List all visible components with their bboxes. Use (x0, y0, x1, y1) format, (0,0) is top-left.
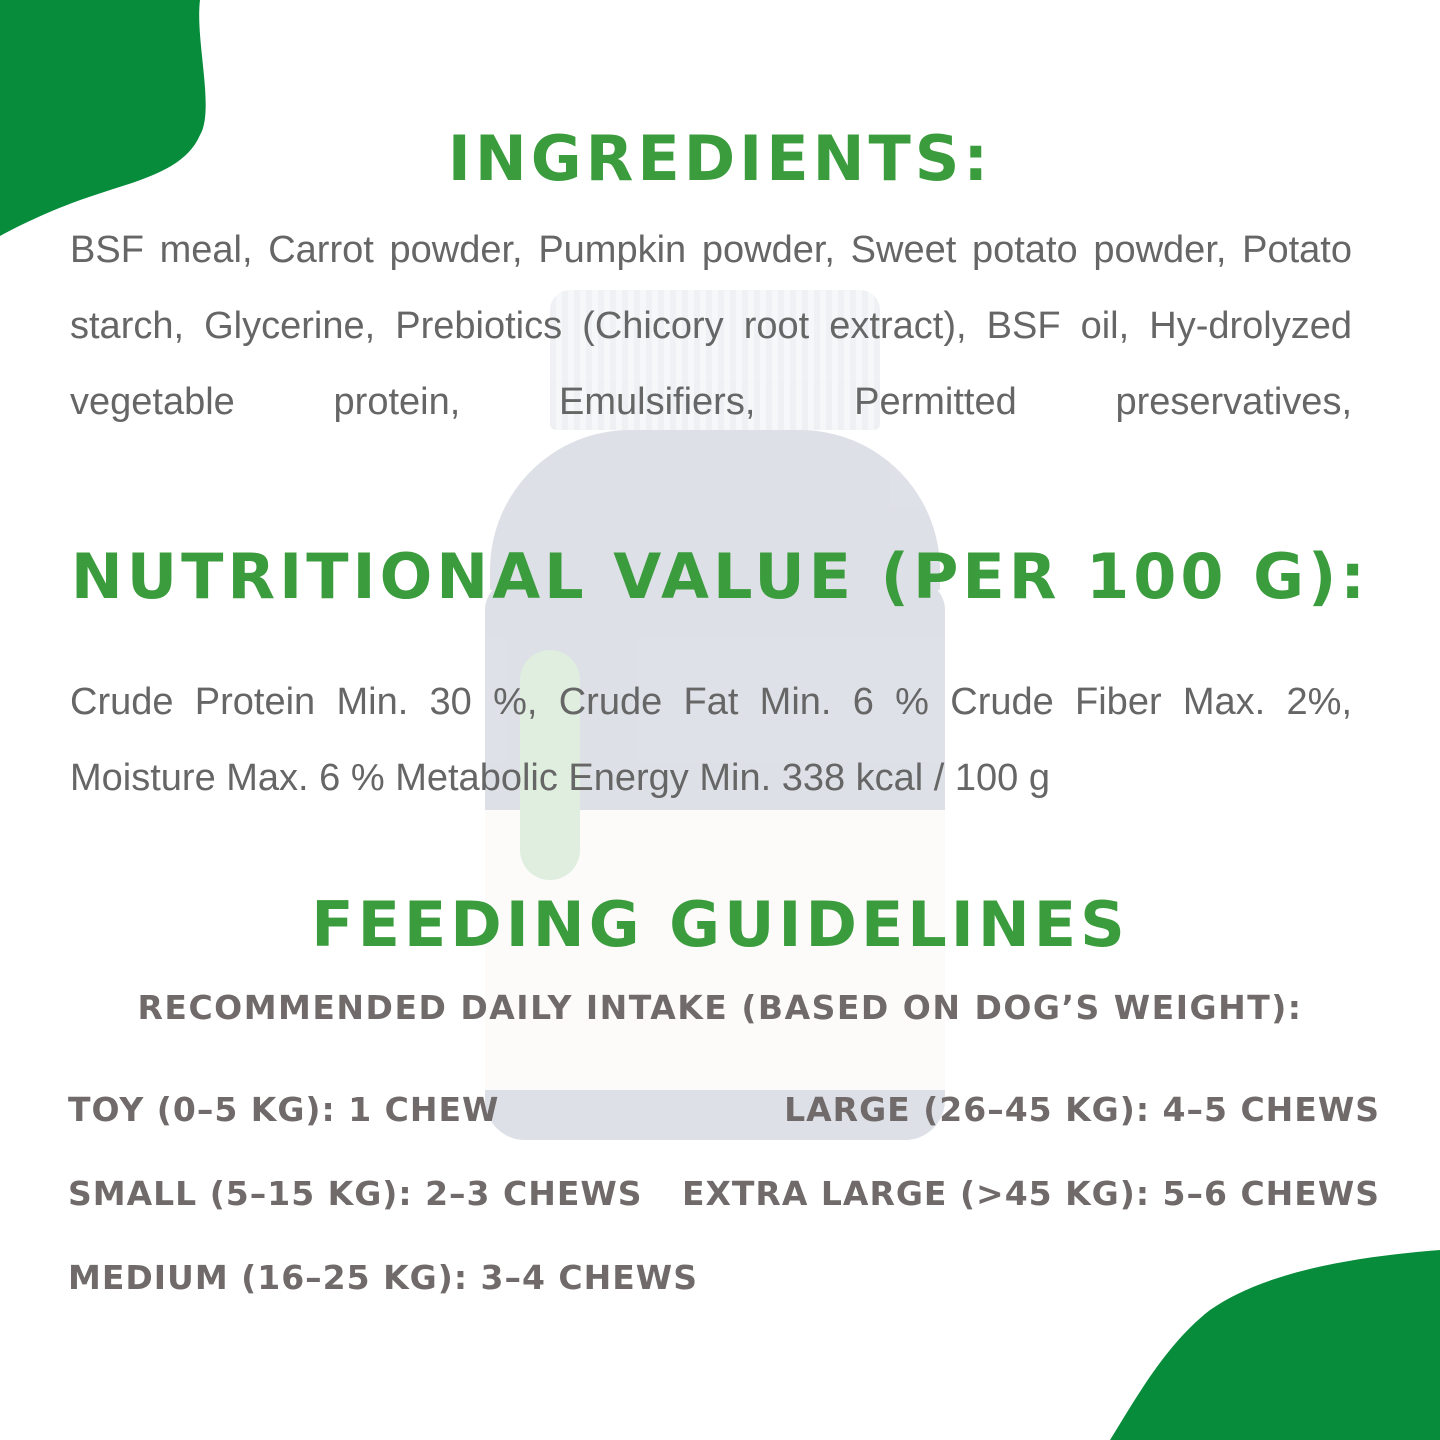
feeding-heading: FEEDING GUIDELINES (311, 888, 1129, 961)
feeding-small: SMALL (5–15 KG): 2–3 CHEWS (68, 1174, 643, 1213)
corner-decoration-bottom-right (1110, 1250, 1440, 1440)
feeding-extra-large: EXTRA LARGE (>45 KG): 5–6 CHEWS (681, 1174, 1380, 1213)
feeding-toy: TOY (0–5 KG): 1 CHEW (68, 1090, 500, 1129)
nutrition-text: Crude Protein Min. 30 %, Crude Fat Min. 6 % Crude Fiber Max. 2%, Moisture Max. 6 % Metabolic Energy Min. 338 kcal / 100 g (70, 681, 1352, 799)
ingredients-text: BSF meal, Carrot powder, Pumpkin powder, Sweet potato powder, Potato starch, Glycerine, Prebiotics (Chicory root extract), BSF oil, Hy-drolyzed vegetable protein, Emulsifiers, Permitted preservatives, (70, 229, 1352, 423)
nutrition-heading: NUTRITIONAL VALUE (PER 100 G): (70, 540, 1370, 613)
ingredients-heading: INGREDIENTS: (447, 122, 993, 195)
corner-decoration-top-left (0, 0, 220, 240)
feeding-large: LARGE (26–45 KG): 4–5 CHEWS (784, 1090, 1380, 1129)
feeding-subheading: RECOMMENDED DAILY INTAKE (BASED ON DOG’S WEIGHT): (137, 988, 1303, 1027)
feeding-medium: MEDIUM (16–25 KG): 3–4 CHEWS (68, 1258, 698, 1297)
